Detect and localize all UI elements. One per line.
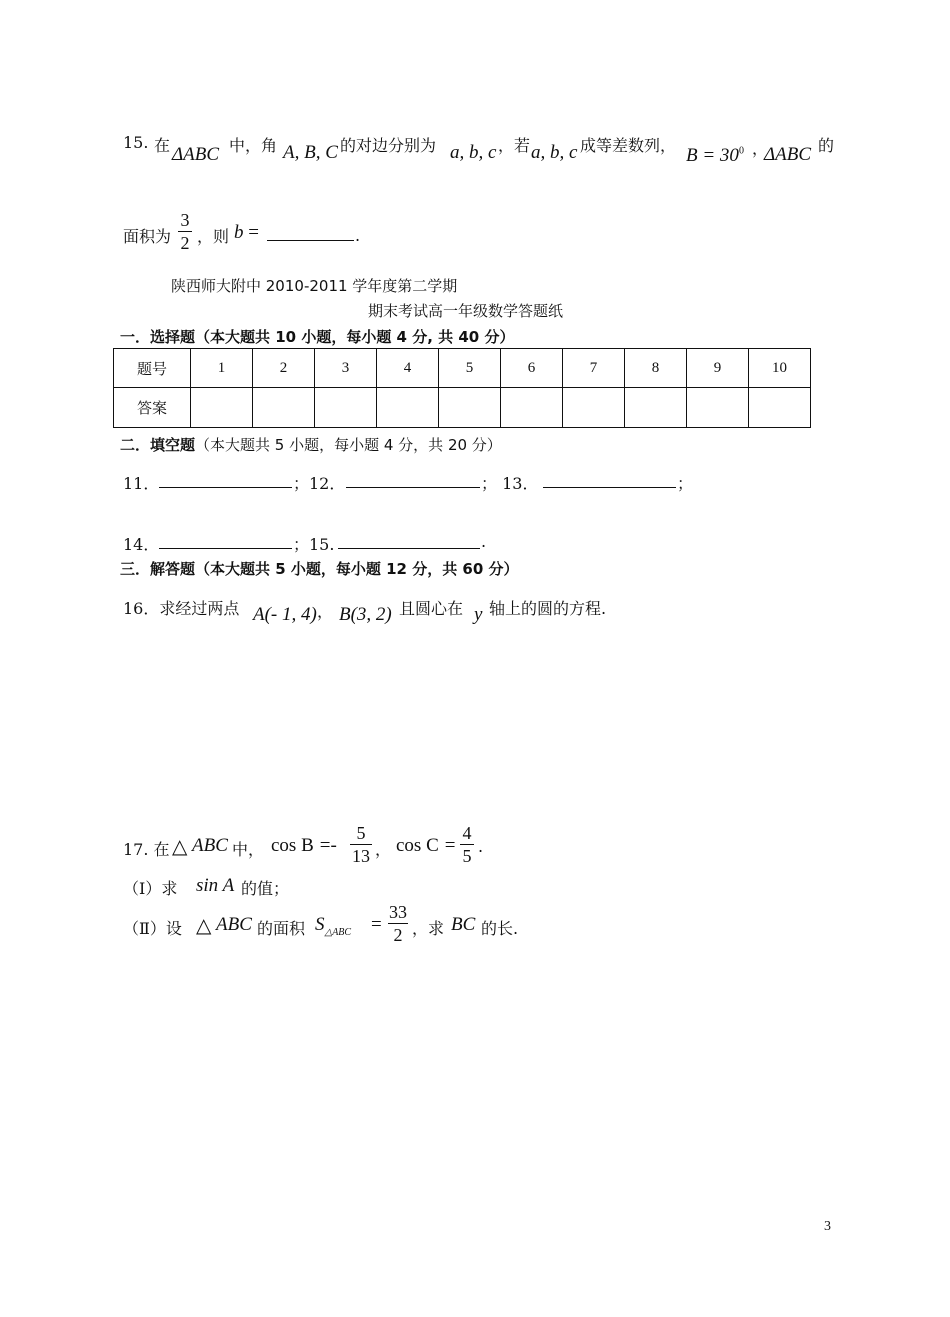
row-label: 题号 — [114, 349, 191, 388]
sheet-header-title: 期末考试高一年级数学答题纸 — [368, 302, 564, 320]
q17-number: 17. 在 — [123, 840, 170, 859]
q15-answer-blank[interactable] — [267, 240, 354, 241]
answer-cell[interactable] — [377, 388, 439, 428]
q15-number: 15. — [123, 133, 149, 152]
sheet-header-school: 陕西师大附中 2010-2011 学年度第二学期 — [171, 277, 458, 295]
q15-text: 在 — [154, 136, 171, 155]
q16-text: 轴上的圆的方程. — [489, 599, 607, 618]
q17-part1-label: （Ⅰ）求 — [123, 879, 178, 898]
answer-cell[interactable] — [315, 388, 377, 428]
q15-triangle: ΔABC — [172, 144, 220, 165]
q16-point-a: A(- 1, 4) — [253, 604, 317, 625]
q17-fraction: 4 5 — [459, 822, 475, 867]
q17-bc: BC — [451, 914, 476, 935]
triangle-symbol: △ — [196, 915, 212, 937]
blank-label-12: ；12． — [293, 474, 346, 493]
q16-point-b: B(3, 2) — [339, 604, 392, 625]
answer-cell[interactable] — [563, 388, 625, 428]
q17-area-s: $S_{\triangle ABC}$ — [315, 914, 352, 938]
triangle-symbol: △ — [172, 836, 188, 858]
q17-fraction: 5 13 — [352, 823, 370, 866]
section-3-title: 三．解答题（本大题共 5 小题，每小题 12 分，共 60 分） — [120, 560, 519, 578]
q17-text: 的值； — [241, 879, 290, 898]
q17-dot: . — [478, 837, 484, 856]
q15-text: 中，角 — [229, 136, 278, 155]
answer-table — [113, 348, 811, 428]
answer-blank-15[interactable] — [338, 548, 480, 549]
answer-blank-14[interactable] — [159, 548, 292, 549]
q17-comma: ， — [375, 840, 392, 859]
question-number-cell: 3 — [315, 349, 377, 388]
q15-text: ，若 — [498, 136, 531, 155]
table-row — [114, 349, 811, 388]
q15-text: 面积为 — [123, 227, 172, 246]
section-2-title: 二．填空题（本大题共 5 小题，每小题 4 分，共 20 分） — [120, 436, 502, 454]
q15-period: . — [355, 226, 361, 245]
q17-cosb: cos B =- — [271, 835, 337, 856]
q15-sides: a, b, c — [450, 142, 497, 163]
answer-blank-13[interactable] — [543, 487, 676, 488]
q17-eq: = — [371, 914, 382, 935]
table-row — [114, 388, 811, 428]
section-1-title: 一．选择题（本大题共 10 小题，每小题 4 分, 共 40 分） — [120, 328, 515, 346]
question-number-cell: 10 — [749, 349, 811, 388]
q15-text: 成等差数列， — [580, 136, 677, 155]
q17-abc: ABC — [216, 914, 252, 935]
answer-cell[interactable] — [253, 388, 315, 428]
blank-label-15: ；15. — [293, 535, 335, 554]
answer-cell[interactable] — [191, 388, 253, 428]
page-number: 3 — [824, 1219, 831, 1234]
answer-cell[interactable] — [501, 388, 563, 428]
q15-angle-b: $B = 30^0$ — [686, 145, 744, 166]
answer-cell[interactable] — [439, 388, 501, 428]
q17-part2-label: （Ⅱ）设 — [123, 919, 182, 938]
q15-comma: ， — [752, 139, 769, 158]
q16-sep: ， — [317, 602, 334, 621]
semicolon: ； — [677, 474, 694, 493]
question-number-cell: 5 — [439, 349, 501, 388]
q16-text: 且圆心在 — [399, 599, 464, 618]
q15-area-fraction: 3 2 — [177, 209, 193, 254]
answer-cell[interactable] — [625, 388, 687, 428]
question-number-cell: 9 — [687, 349, 749, 388]
q17-text: 的长. — [481, 919, 519, 938]
answer-cell[interactable] — [749, 388, 811, 428]
question-number-cell: 7 — [563, 349, 625, 388]
period: . — [481, 532, 487, 551]
q17-area-fraction: 33 2 — [389, 902, 407, 945]
question-number-cell: 6 — [501, 349, 563, 388]
blank-label-14: 14． — [123, 535, 160, 554]
question-number-cell: 8 — [625, 349, 687, 388]
question-number-cell: 2 — [253, 349, 315, 388]
answer-cell[interactable] — [687, 388, 749, 428]
q17-abc: ABC — [192, 835, 228, 856]
question-number-cell: 4 — [377, 349, 439, 388]
q17-sina: sin A — [196, 875, 235, 896]
q16-y: y — [474, 604, 483, 625]
q15-var-b: b = — [234, 222, 259, 243]
q15-sides: a, b, c — [531, 142, 578, 163]
answer-blank-12[interactable] — [346, 487, 480, 488]
question-number-cell: 1 — [191, 349, 253, 388]
row-label: 答案 — [114, 388, 191, 428]
q15-text: 的对边分别为 — [340, 136, 437, 155]
q16-text: 16．求经过两点 — [123, 599, 240, 618]
q15-text: 的 — [818, 136, 835, 155]
q17-text: ，求 — [412, 919, 445, 938]
q15-triangle: ΔABC — [764, 144, 812, 165]
q17-text: 的面积 — [257, 919, 306, 938]
blank-label-11: 11． — [123, 474, 160, 493]
blank-label-13: ； 13． — [481, 474, 539, 493]
answer-blank-11[interactable] — [159, 487, 292, 488]
q17-text: 中， — [232, 840, 265, 859]
q17-cosc: cos C = — [396, 835, 456, 856]
q15-angles: A, B, C — [283, 142, 338, 163]
q15-text: ，则 — [197, 227, 230, 246]
